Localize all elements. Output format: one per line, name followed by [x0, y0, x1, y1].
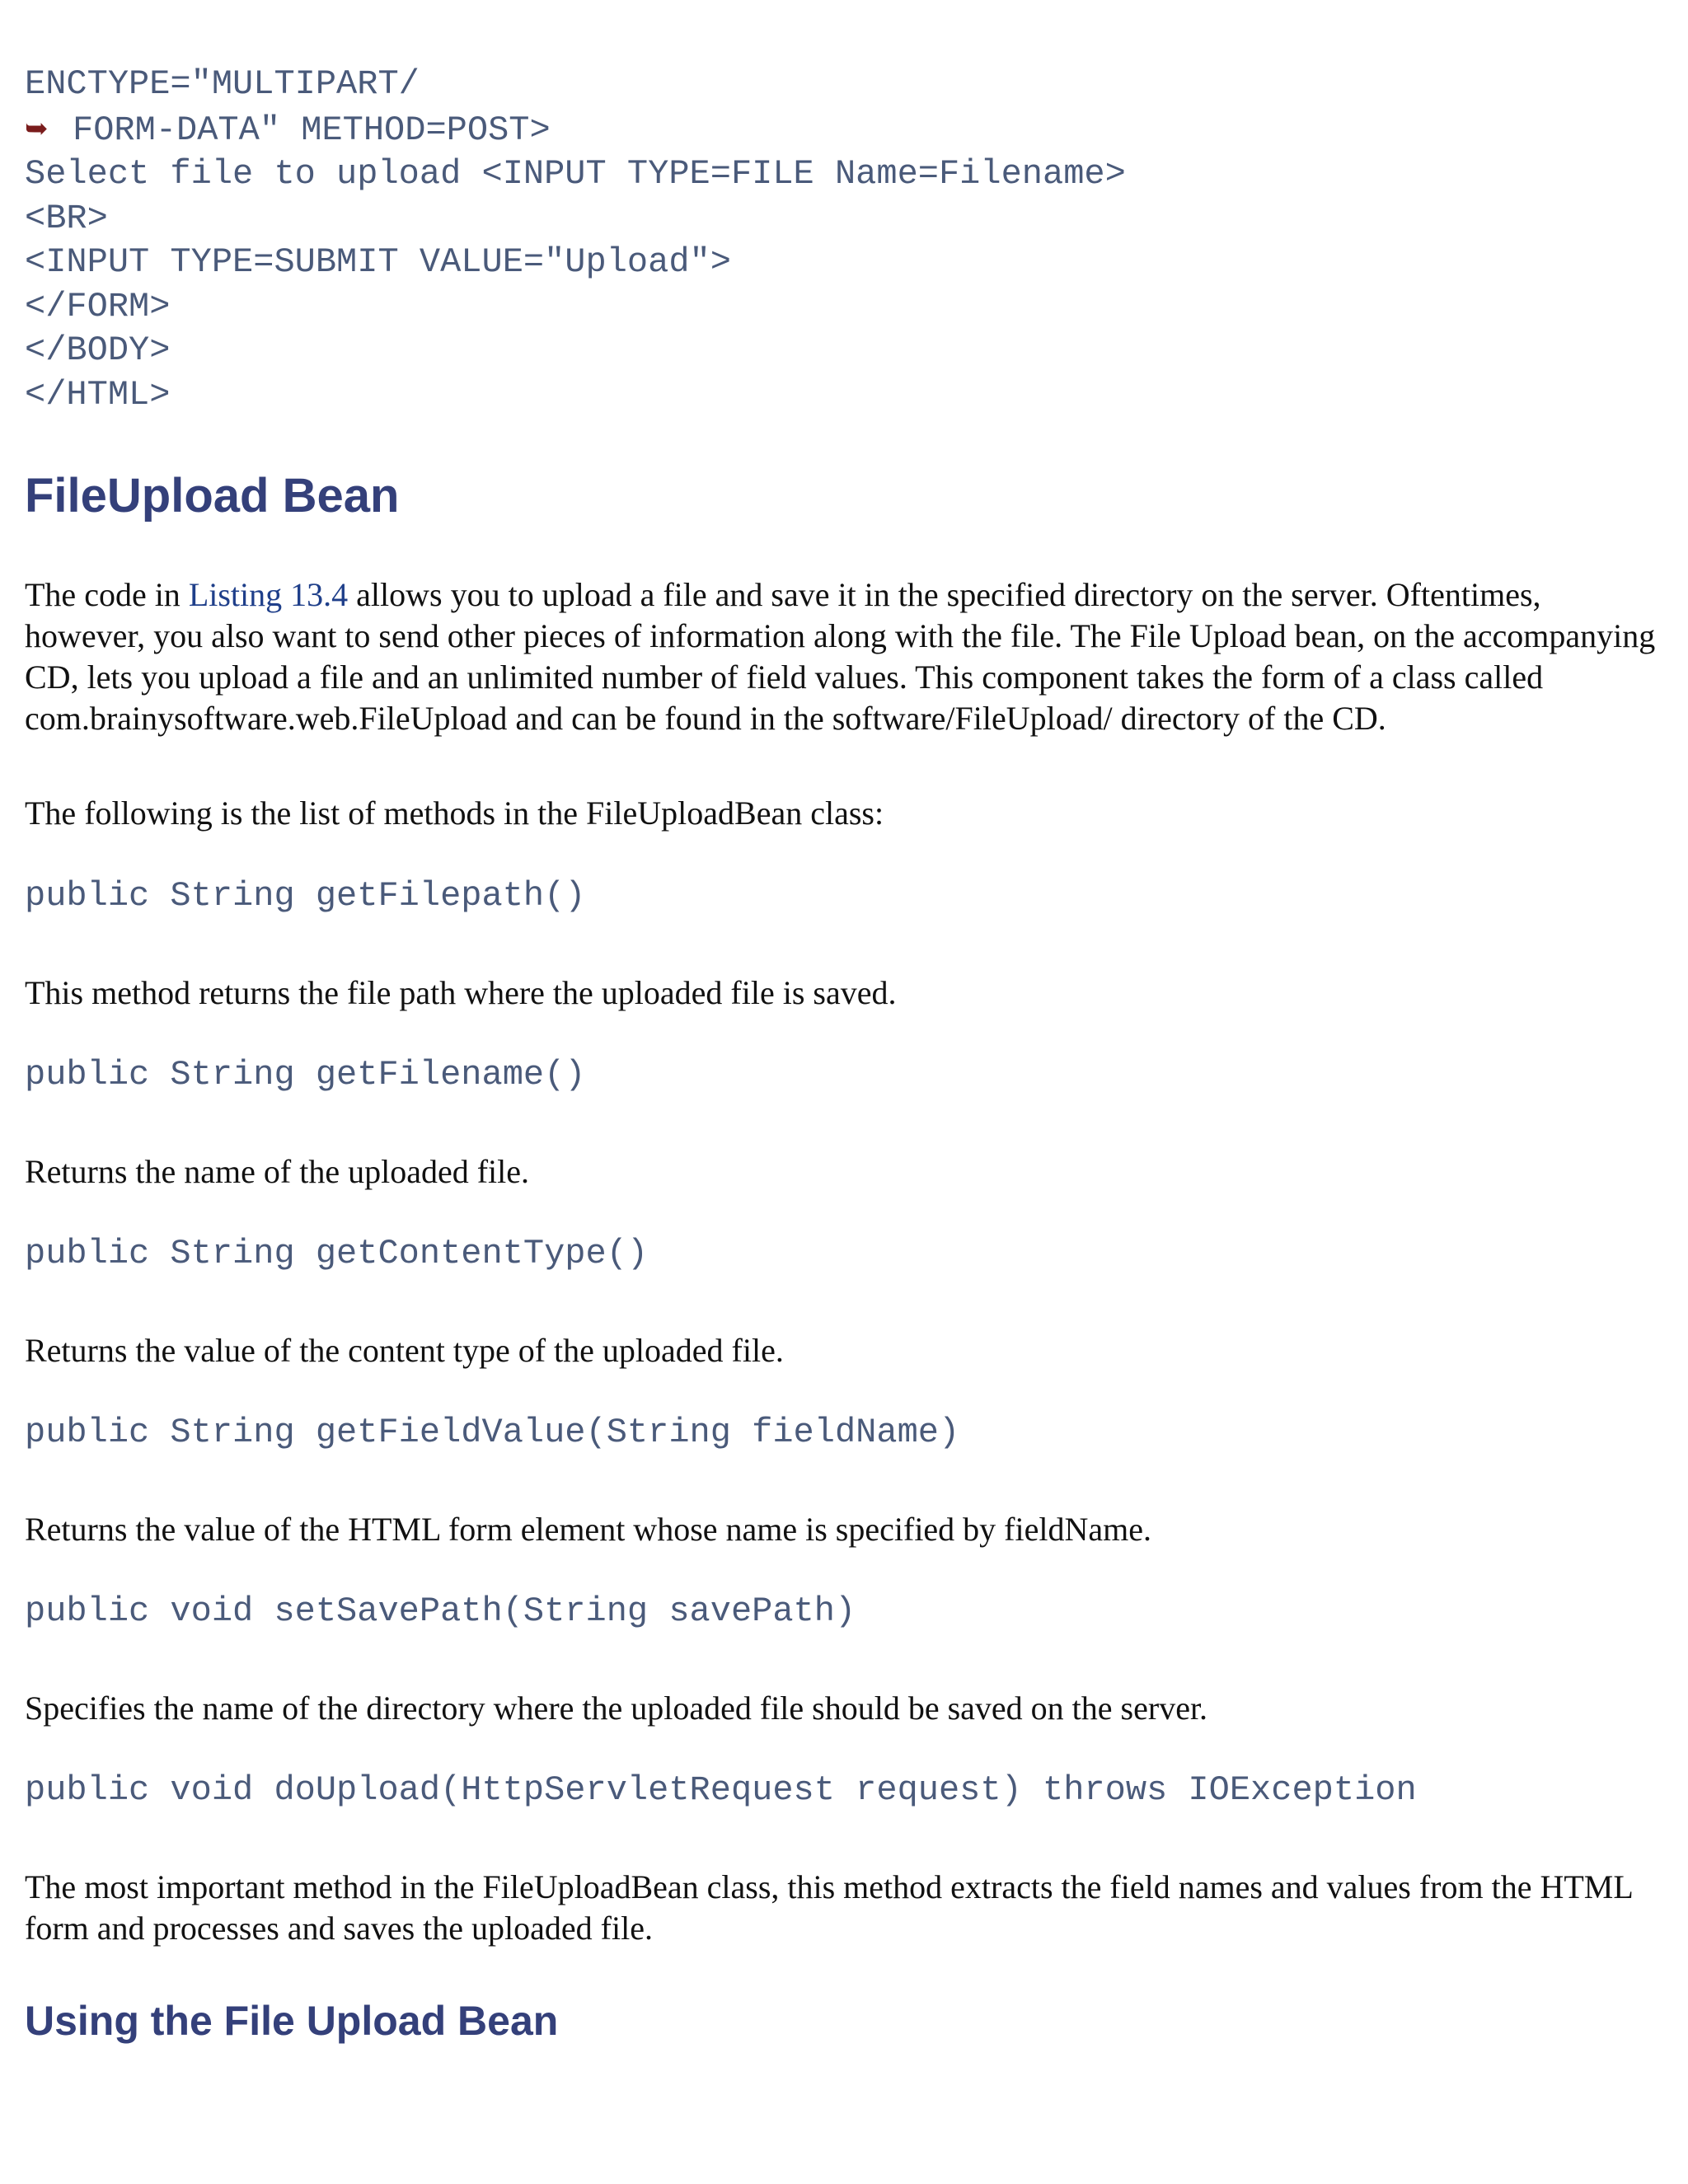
code-line: <BR>: [25, 198, 108, 238]
method-signature: public String getFilename(): [25, 1055, 586, 1094]
method-description: This method returns the file path where the uploaded file is saved.: [25, 974, 897, 1011]
continuation-arrow-icon: ➥: [25, 111, 49, 145]
code-line: [25, 107, 1126, 153]
section-heading: FileUpload Bean: [25, 469, 400, 523]
listing-link[interactable]: Listing 13.4: [188, 576, 349, 613]
intro-paragraph: [25, 574, 1665, 739]
method-description: Returns the value of the HTML form element whose name is specified by fieldName.: [25, 1511, 1151, 1548]
method-signature: public void setSavePath(String savePath): [25, 1591, 856, 1631]
intro-text-rest: allows you to upload a file and save it in the specified directory on the server. Oftentimes, however, you also want to send other pieces of information along with the file. The File Upload bean, on the accompanying CD, lets you upload a file and an unlimited number of field values. This component takes the form of a class called com.brainysoftware.web.FileUpload and can be found in the software/FileUpload/ directory of the CD.: [25, 576, 1656, 737]
intro-text-start: The code in: [25, 576, 189, 613]
method-signature: public String getFilepath(): [25, 876, 586, 916]
section-heading: Using the File Upload Bean: [25, 1998, 559, 2044]
method-description: Specifies the name of the directory where the uploaded file should be saved on the server.: [25, 1690, 1208, 1727]
method-description: Returns the name of the uploaded file.: [25, 1153, 530, 1190]
method-description: Returns the value of the content type of the uploaded file.: [25, 1332, 784, 1369]
method-signature: public void doUpload(HttpServletRequest request) throws IOException: [25, 1770, 1417, 1810]
code-line: </BODY>: [25, 330, 171, 370]
method-description: The most important method in the FileUploadBean class, this method extracts the field names and values from the HTML form and processes and saves the uploaded file.: [25, 1868, 1633, 1947]
code-line: </FORM>: [25, 286, 171, 326]
method-signature: public String getFieldValue(String fieldName): [25, 1413, 960, 1452]
code-line: </HTML>: [25, 374, 171, 415]
code-line: <INPUT TYPE=SUBMIT VALUE="Upload">: [25, 242, 731, 282]
methods-intro: The following is the list of methods in the FileUploadBean class:: [25, 794, 884, 832]
code-line: Select file to upload <INPUT TYPE=FILE Name=Filename>: [25, 154, 1126, 194]
method-signature: public String getContentType(): [25, 1234, 649, 1273]
code-line: ENCTYPE="MULTIPART/: [25, 64, 420, 104]
code-listing: [25, 63, 1126, 417]
code-line-text: FORM-DATA" METHOD=POST>: [73, 110, 551, 150]
